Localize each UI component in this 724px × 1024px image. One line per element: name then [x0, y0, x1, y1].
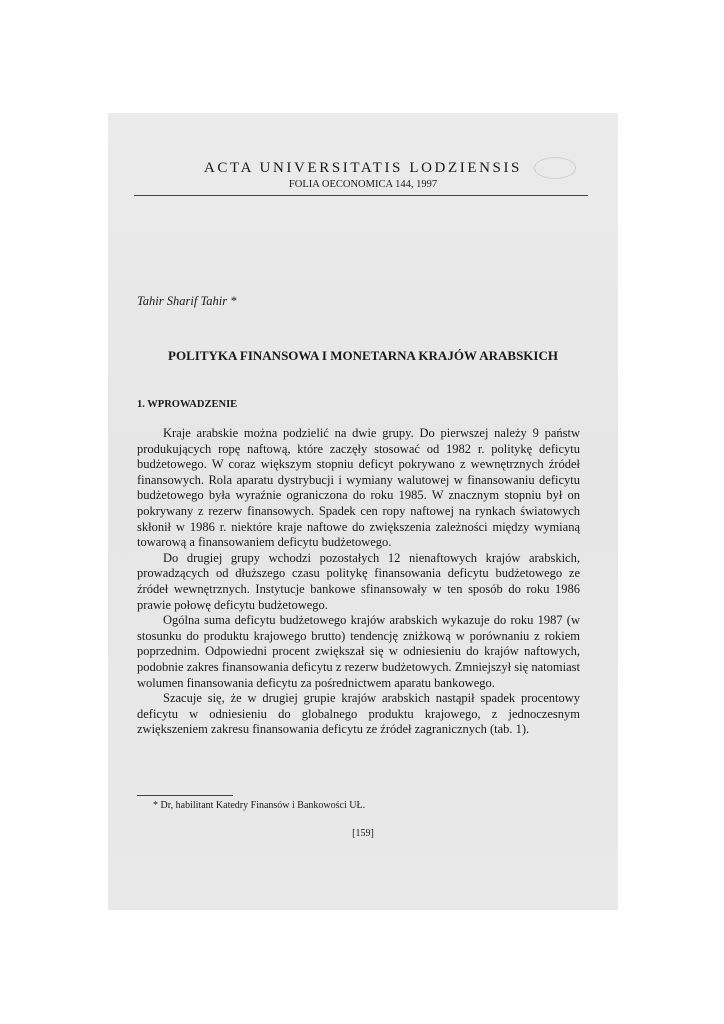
scanned-page: [108, 113, 618, 910]
journal-series: FOLIA OECONOMICA 144, 1997: [288, 179, 438, 190]
header-divider: [134, 195, 588, 196]
journal-title: ACTA UNIVERSITATIS LODZIENSIS: [204, 160, 522, 176]
page-number: [159]: [352, 828, 374, 839]
footnote-divider: [137, 795, 233, 796]
author-name: Tahir Sharif Tahir *: [137, 294, 237, 308]
paragraph: Szacuje się, że w drugiej grupie krajów arabskich nastąpił spadek procentowy deficytu w odniesieniu do globalnego produktu krajowego, z jednoczesnym zwiększeniem zakresu finansowania deficytu ze źródeł zagranicznych (tab. 1).: [137, 691, 580, 737]
footnote: * Dr, habilitant Katedry Finansów i Bankowości UŁ.: [153, 800, 366, 811]
paragraph: Ogólna suma deficytu budżetowego krajów arabskich wykazuje do roku 1987 (w stosunku do produktu krajowego brutto) tendencję zniżkową w porównaniu z rokiem poprzednim. Odpowiedni procent zwiększał się w odniesieniu do krajów naftowych, podobnie zakres finansowania deficytu z rezerw budżetowych. Zmniejszył się natomiast wolumen finansowania deficytu za pośrednictwem aparatu bankowego.: [137, 613, 580, 690]
paragraph: Kraje arabskie można podzielić na dwie grupy. Do pierwszej należy 9 państw produkujących ropę naftową, które zaczęły stosować od 1982 r. politykę deficytu budżetowego. W coraz większym stopniu deficyt pokrywano z wewnętrznych źródeł finansowych. Rola aparatu dystrybucji i wymiany walutowej w finansowaniu deficytu budżetowego była wyraźnie ograniczona do roku 1985. W znacznym stopniu był on pokrywany z rezerw finansowych. Spadek cen ropy naftowej na rynkach światowych skłonił w 1986 r. niektóre kraje naftowe do zwiększenia zależności między wymianą towarową a finansowaniem deficytu budżetowego.: [137, 426, 580, 550]
article-title: POLITYKA FINANSOWA I MONETARNA KRAJÓW ARABSKICH: [168, 348, 558, 363]
body-text: [137, 426, 580, 738]
paragraph: Do drugiej grupy wchodzi pozostałych 12 nienaftowych krajów arabskich, prowadzących od dłuższego czasu politykę finansowania deficytu budżetowego ze źródeł wewnętrznych. Instytucje bankowe sfinansowały w ten sposób do roku 1986 prawie połowę deficytu budżetowego.: [137, 550, 580, 612]
section-heading: 1. WPROWADZENIE: [137, 399, 238, 410]
